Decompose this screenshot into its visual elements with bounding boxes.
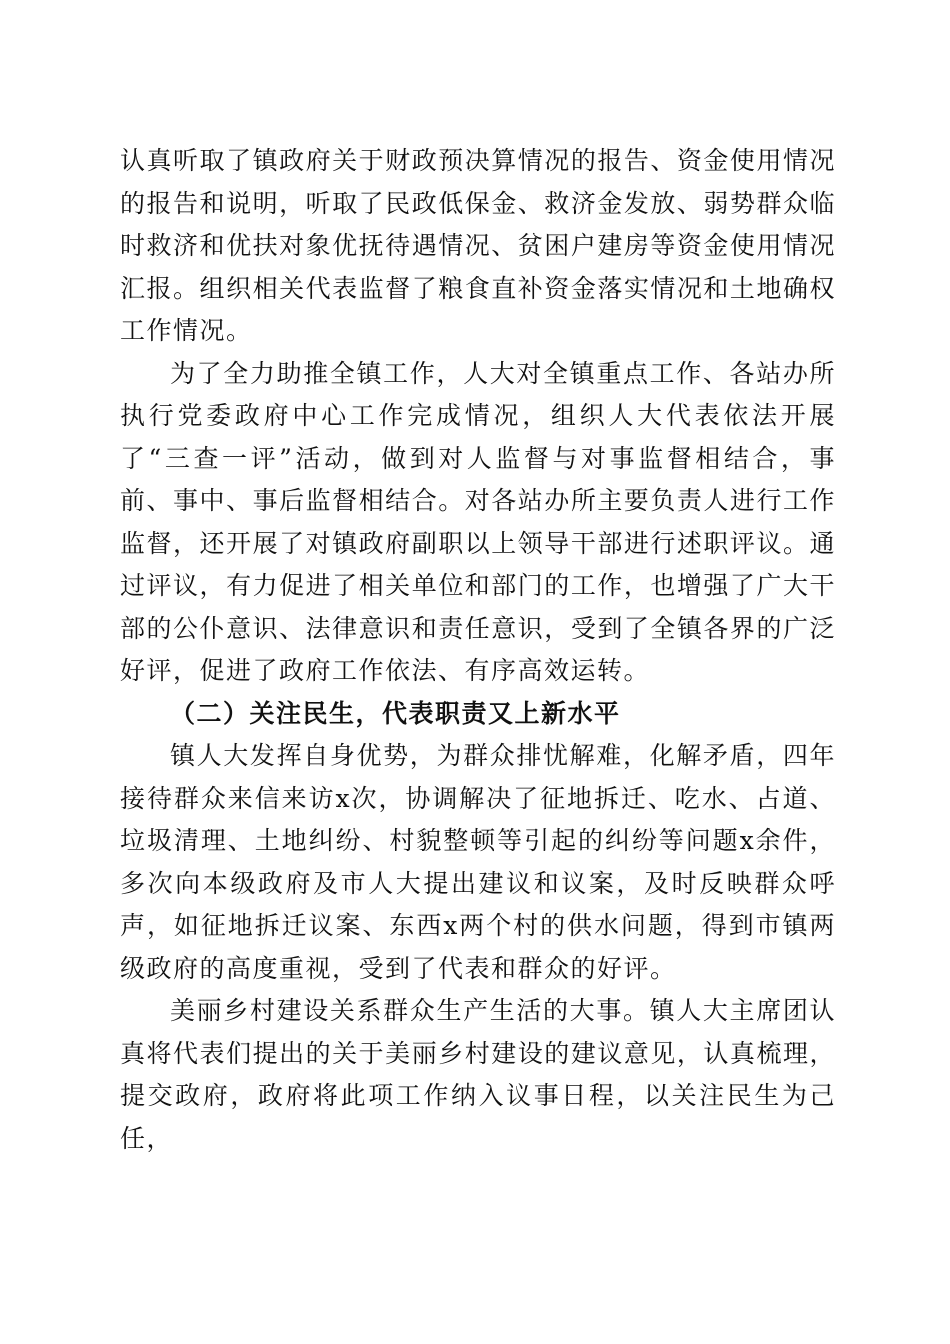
paragraph-work-evaluation: 为了全力助推全镇工作，人大对全镇重点工作、各站办所执行党委政府中心工作完成情况，组织人大代表依法开展了“三查一评”活动，做到对人监督与对事监督相结合，事前、事中、事后监督相结合。对各站办所主要负责人进行工作监督，还开展了对镇政府副职以上领导干部进行述职评议。通过评议，有力促进了相关单位和部门的工作，也增强了广大干部的公仆意识、法律意识和责任意识，受到了全镇各界的广泛好评，促进了政府工作依法、有序高效运转。 xyxy=(120,358,836,685)
paragraph-public-welfare: 镇人大发挥自身优势，为群众排忧解难，化解矛盾，四年接待群众来信来访x次，协调解决了征地拆迁、吃水、占道、垃圾清理、土地纠纷、村貌整顿等引起的纠纷等问题x余件，多次向本级政府及市人大提出建议和议案，及时反映群众呼声，如征地拆迁议案、东西x两个村的供水问题，得到市镇两级政府的高度重视，受到了代表和群众的好评。 xyxy=(120,741,836,983)
document-page xyxy=(120,140,836,1160)
section-heading: （二）关注民生，代表职责又上新水平 xyxy=(170,698,621,728)
paragraph-rural-construction: 美丽乡村建设关系群众生产生活的大事。镇人大主席团认真将代表们提出的关于美丽乡村建设的建议意见，认真梳理，提交政府，政府将此项工作纳入议事日程，以关注民生为己任， xyxy=(120,996,836,1153)
paragraph-budget-oversight: 认真听取了镇政府关于财政预决算情况的报告、资金使用情况的报告和说明，听取了民政低保金、救济金发放、弱势群众临时救济和优扶对象优抚待遇情况、贫困户建房等资金使用情况汇报。组织相关代表监督了粮食直补资金落实情况和土地确权工作情况。 xyxy=(120,146,836,345)
